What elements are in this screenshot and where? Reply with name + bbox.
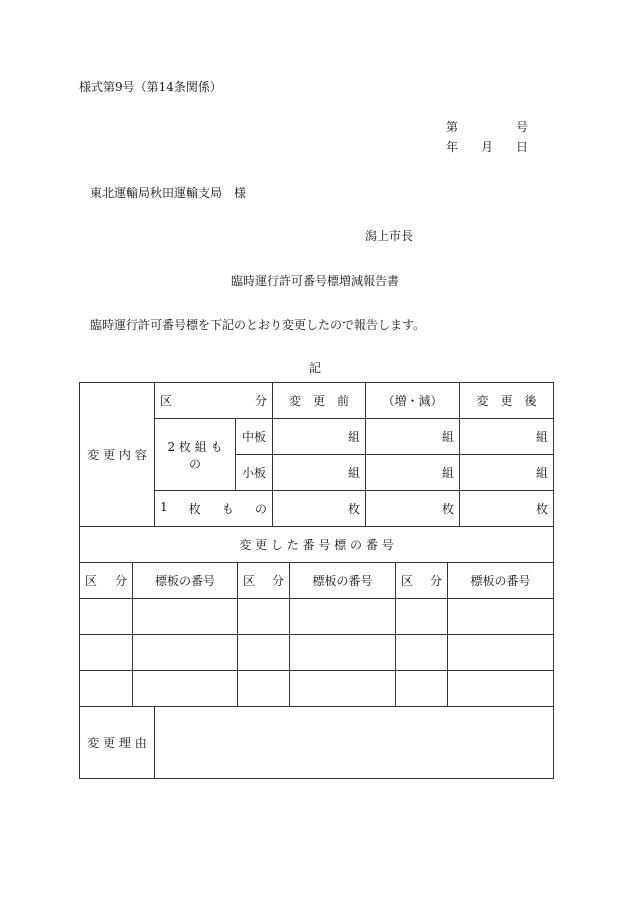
number-go-label: 号: [515, 120, 528, 134]
kubun-col-header-1: [80, 563, 133, 599]
two-plate-set-label: 2 枚 組 も の: [155, 419, 236, 491]
kubun-entry-cell[interactable]: [80, 671, 133, 707]
single-after-cell[interactable]: 枚: [460, 491, 554, 527]
change-reason-row: [80, 707, 554, 779]
document-title: 臨時運行許可番号標増減報告書: [230, 274, 399, 288]
kubun-entry-cell[interactable]: [396, 635, 448, 671]
kubun-entry-cell[interactable]: [238, 599, 290, 635]
single-plate-char: も: [221, 502, 234, 516]
changed-plates-heading: 変 更 し た 番 号 標 の 番 号: [80, 527, 554, 563]
plate-number-entry-cell[interactable]: [290, 671, 396, 707]
small-plate-label: 小板: [236, 455, 273, 491]
changed-plates-table: [79, 527, 554, 779]
plate-number-entry-cell[interactable]: [133, 599, 238, 635]
ki-heading: 記: [309, 361, 322, 375]
kubun-col-right: 分: [114, 574, 127, 588]
kubun-col-left: 区: [243, 574, 256, 588]
single-plate-char: の: [254, 502, 267, 516]
change-content-table: [79, 382, 554, 527]
single-plate-char: 枚: [188, 502, 201, 516]
plate-number-entry-cell[interactable]: [448, 635, 554, 671]
change-reason-label: 変 更 理 由: [80, 707, 155, 779]
form-number-label: 様式第9号（第14条関係）: [79, 80, 222, 94]
kubun-entry-cell[interactable]: [396, 671, 448, 707]
document-number-line: [446, 120, 528, 134]
kubun-col-right: 分: [271, 574, 284, 588]
before-header: 変 更 前: [273, 383, 366, 419]
after-header: 変 更 後: [460, 383, 554, 419]
medium-change-cell[interactable]: 組: [366, 419, 460, 455]
change-content-label: 変 更 内 容: [80, 383, 155, 527]
change-reason-entry[interactable]: [155, 707, 554, 779]
small-change-cell[interactable]: 組: [366, 455, 460, 491]
day-label: 日: [515, 140, 528, 154]
table-header-row: [80, 383, 554, 419]
medium-before-cell[interactable]: 組: [273, 419, 366, 455]
kubun-entry-cell[interactable]: [238, 671, 290, 707]
plate-number-col-header-1: 標板の番号: [133, 563, 238, 599]
month-label: 月: [480, 140, 493, 154]
kubun-entry-cell[interactable]: [238, 635, 290, 671]
date-line: [446, 140, 528, 154]
single-plate-label: [155, 491, 273, 527]
single-before-cell[interactable]: 枚: [273, 491, 366, 527]
kubun-col-left: 区: [85, 574, 98, 588]
small-after-cell[interactable]: 組: [460, 455, 554, 491]
kubun-header-right: 分: [254, 394, 267, 408]
kubun-header: [155, 383, 273, 419]
change-header: （増・減）: [366, 383, 460, 419]
plate-number-entry-cell[interactable]: [290, 635, 396, 671]
kubun-entry-cell[interactable]: [80, 635, 133, 671]
medium-plate-label: 中板: [236, 419, 273, 455]
changed-plates-column-row: [80, 563, 554, 599]
sender: 潟上市長: [365, 229, 414, 243]
small-before-cell[interactable]: 組: [273, 455, 366, 491]
single-change-cell[interactable]: 枚: [366, 491, 460, 527]
medium-after-cell[interactable]: 組: [460, 419, 554, 455]
table-row: [80, 599, 554, 635]
intro-text: 臨時運行許可番号標を下記のとおり変更したので報告します。: [90, 318, 426, 332]
year-label: 年: [446, 140, 459, 154]
plate-number-entry-cell[interactable]: [448, 671, 554, 707]
kubun-col-header-2: [238, 563, 290, 599]
kubun-col-right: 分: [429, 574, 442, 588]
plate-number-entry-cell[interactable]: [133, 671, 238, 707]
plate-number-col-header-2: 標板の番号: [290, 563, 396, 599]
table-row: [80, 671, 554, 707]
plate-number-col-header-3: 標板の番号: [448, 563, 554, 599]
single-plate-char: 1: [160, 500, 168, 514]
kubun-col-header-3: [396, 563, 448, 599]
plate-number-entry-cell[interactable]: [133, 635, 238, 671]
addressee: 東北運輸局秋田運輸支局 様: [90, 186, 247, 200]
changed-plates-heading-row: [80, 527, 554, 563]
plate-number-entry-cell[interactable]: [290, 599, 396, 635]
number-dai-label: 第: [446, 120, 459, 134]
kubun-col-left: 区: [401, 574, 414, 588]
kubun-header-left: 区: [160, 394, 173, 408]
plate-number-entry-cell[interactable]: [448, 599, 554, 635]
kubun-entry-cell[interactable]: [80, 599, 133, 635]
kubun-entry-cell[interactable]: [396, 599, 448, 635]
table-row: [80, 635, 554, 671]
